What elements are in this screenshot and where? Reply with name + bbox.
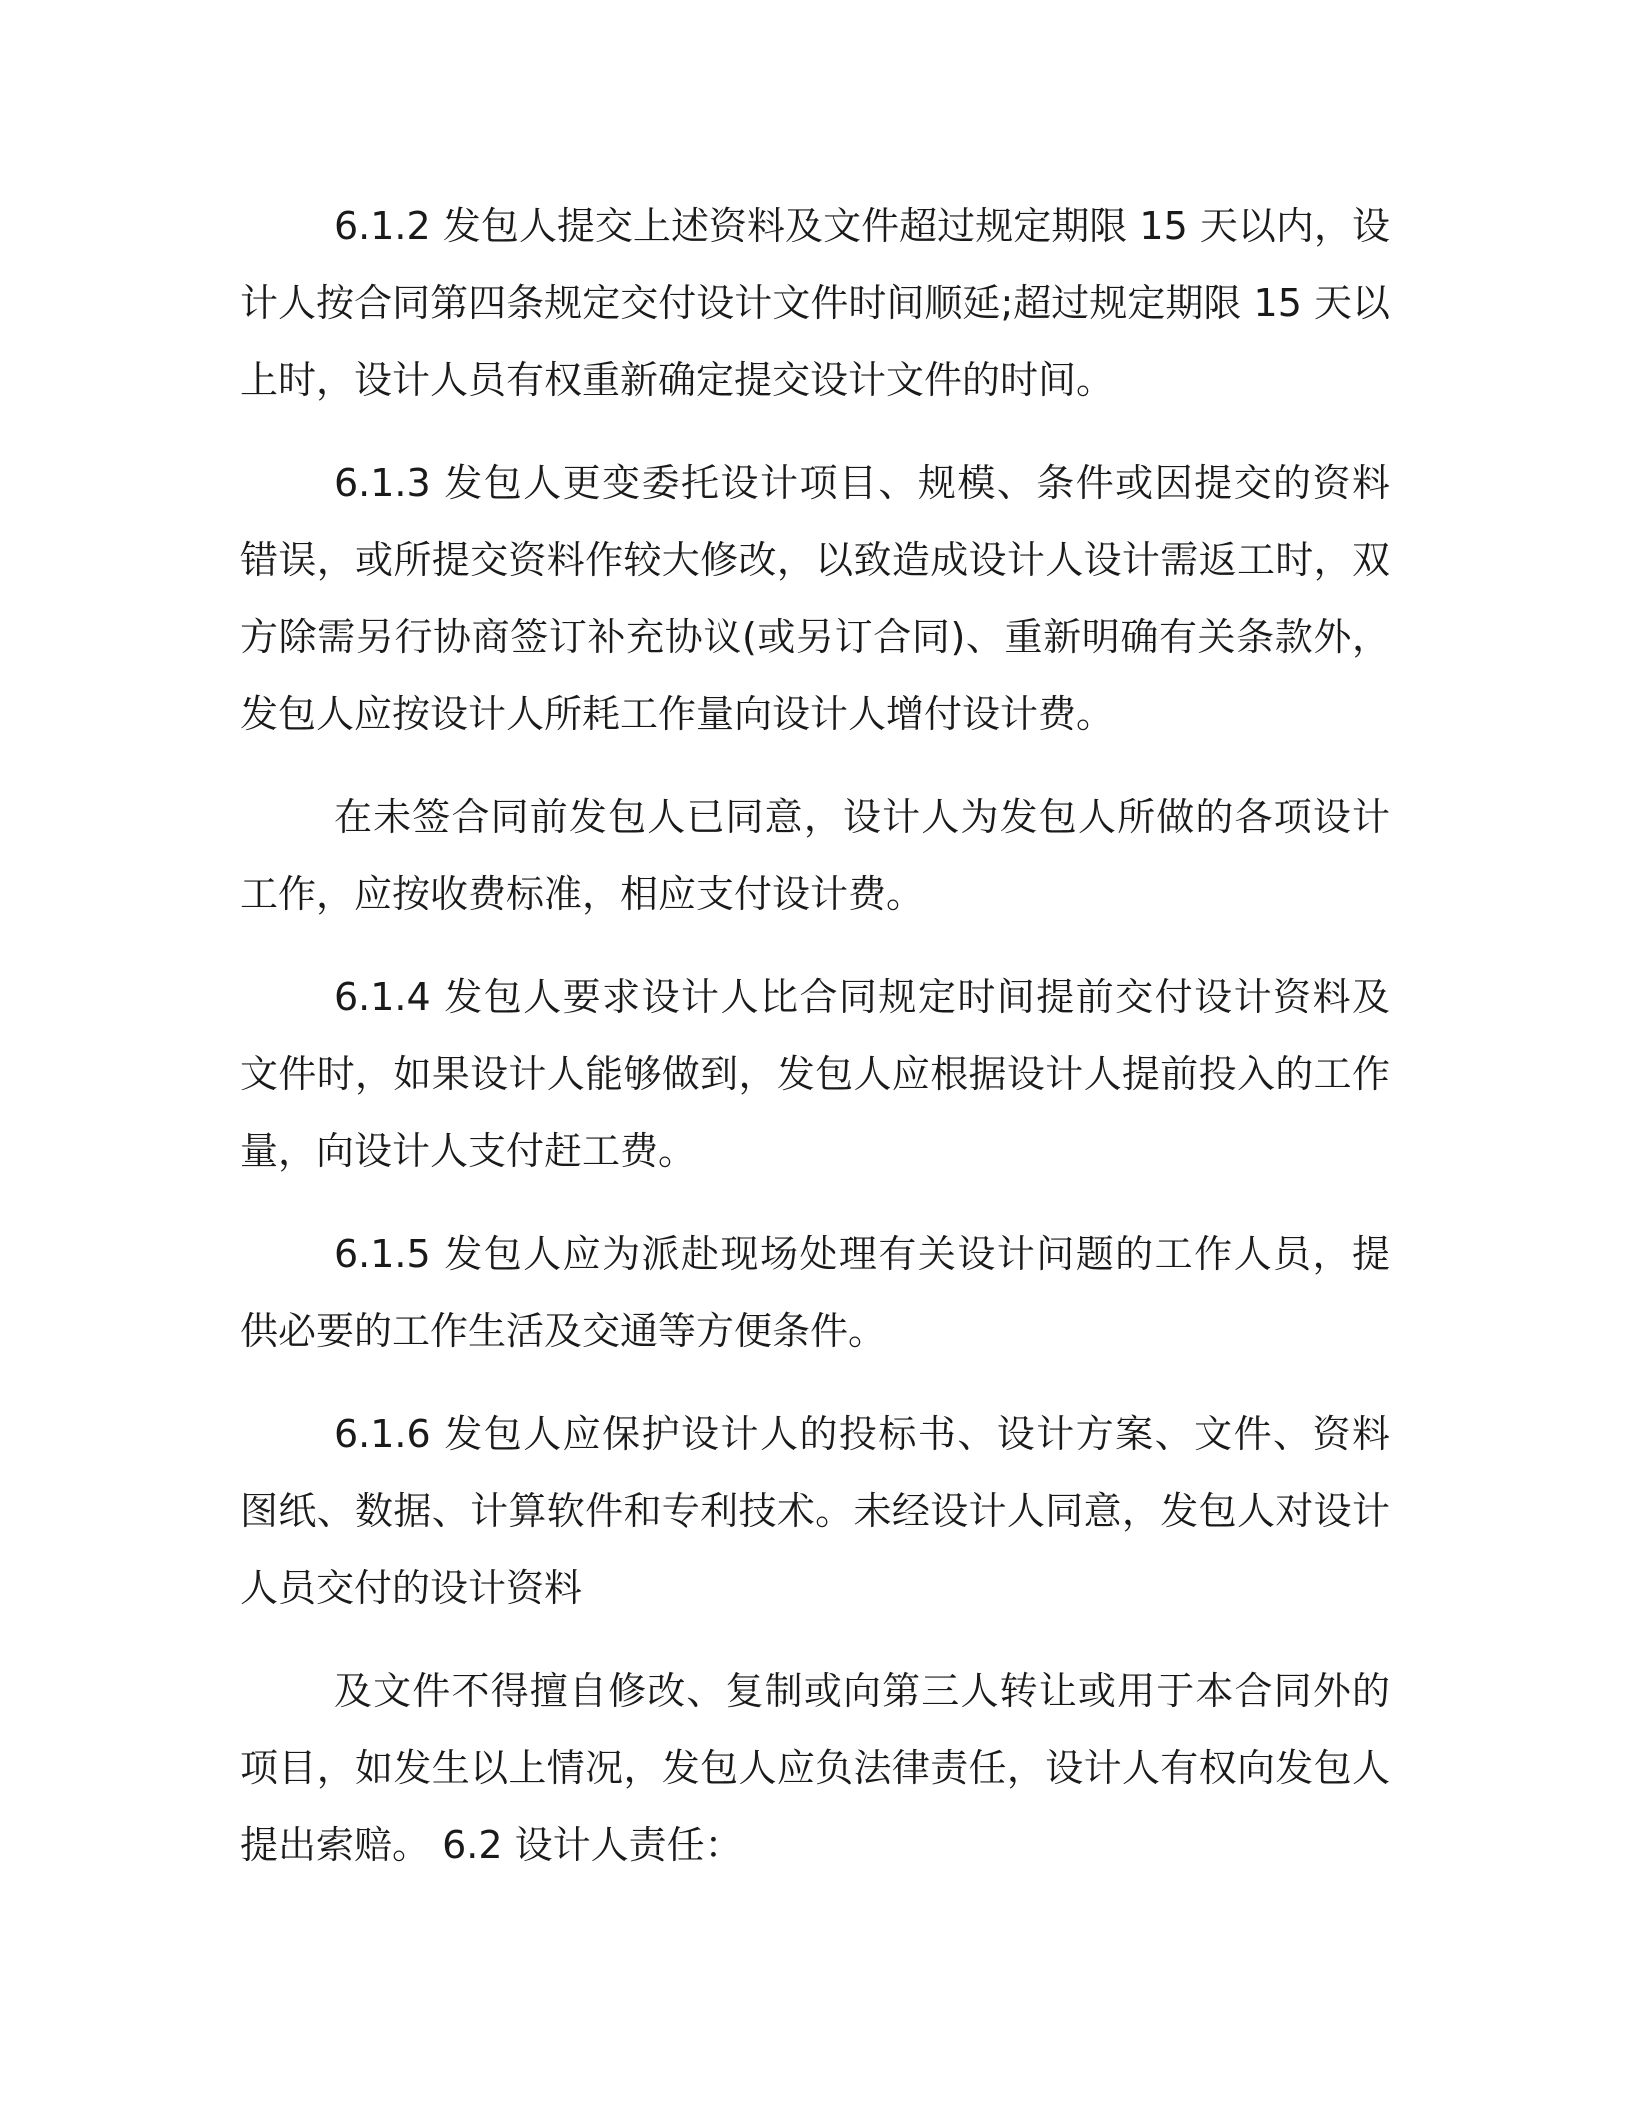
paragraph-6-1-6-continued: 及文件不得擅自修改、复制或向第三人转让或用于本合同外的项目，如发生以上情况，发包人应负法律责任，设计人有权向发包人提出索赔。 6.2 设计人责任： — [240, 1669, 1390, 1867]
document-body — [240, 188, 1390, 1910]
paragraph-pre-contract-work: 在未签合同前发包人已同意，设计人为发包人所做的各项设计工作，应按收费标准，相应支付设计费。 — [240, 795, 1390, 916]
paragraph-6-1-6: 6.1.6 发包人应保护设计人的投标书、设计方案、文件、资料图纸、数据、计算软件和专利技术。未经设计人同意，发包人对设计人员交付的设计资料 — [240, 1412, 1390, 1610]
paragraph-6-1-3: 6.1.3 发包人更变委托设计项目、规模、条件或因提交的资料错误，或所提交资料作较大修改，以致造成设计人设计需返工时，双方除需另行协商签订补充协议(或另订合同)、重新明确有关条款外，发包人应按设计人所耗工作量向设计人增付设计费。 — [240, 461, 1390, 736]
paragraph-6-1-5: 6.1.5 发包人应为派赴现场处理有关设计问题的工作人员，提供必要的工作生活及交通等方便条件。 — [240, 1232, 1390, 1353]
paragraph-6-1-4: 6.1.4 发包人要求设计人比合同规定时间提前交付设计资料及文件时，如果设计人能够做到，发包人应根据设计人提前投入的工作量，向设计人支付赶工费。 — [240, 975, 1390, 1173]
paragraph-6-1-2: 6.1.2 发包人提交上述资料及文件超过规定期限 15 天以内，设计人按合同第四条规定交付设计文件时间顺延;超过规定期限 15 天以上时，设计人员有权重新确定提交设计文件的时间。 — [240, 204, 1390, 402]
